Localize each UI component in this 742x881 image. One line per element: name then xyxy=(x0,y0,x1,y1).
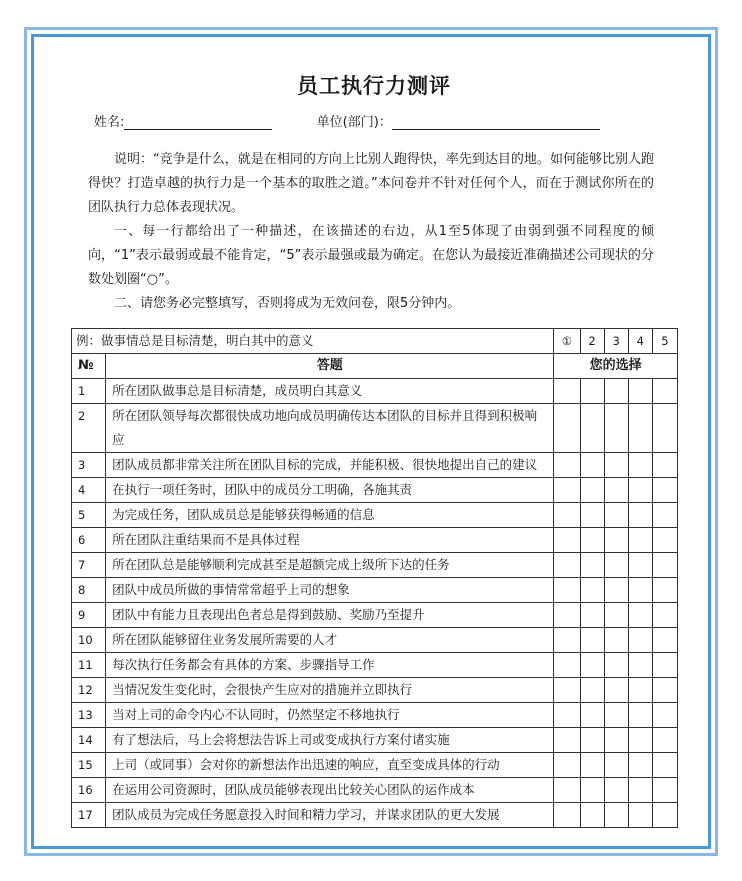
choice-cell-2[interactable] xyxy=(580,404,604,453)
choice-cell-3[interactable] xyxy=(604,703,628,728)
header-question: 答题 xyxy=(106,354,554,379)
question-text: 团队成员都非常关注所在团队目标的完成，并能积极、很快地提出自己的建议 xyxy=(106,453,554,478)
question-text: 团队中成员所做的事情常常超乎上司的想象 xyxy=(106,578,554,603)
choice-cell-4[interactable] xyxy=(628,753,652,778)
question-number: 2 xyxy=(72,404,106,453)
intro-paragraph: 说明：“竞争是什么，就是在相同的方向上比别人跑得快，率先到达目的地。如何能够比别人跑得快？打造卓越的执行力是一个基本的取胜之道。”本问卷并不针对任何个人，而在于测试你所在的团队执行力总体表现状况。 xyxy=(88,152,654,215)
question-row xyxy=(72,678,678,703)
choice-cell-4[interactable] xyxy=(628,404,652,453)
choice-cell-4[interactable] xyxy=(628,379,652,404)
question-number: 12 xyxy=(72,678,106,703)
question-number: 3 xyxy=(72,453,106,478)
choice-cell-2[interactable] xyxy=(580,503,604,528)
choice-cell-2[interactable] xyxy=(580,553,604,578)
choice-cell-3[interactable] xyxy=(604,778,628,803)
choice-cell-3[interactable] xyxy=(604,578,628,603)
choice-cell-5[interactable] xyxy=(652,478,677,503)
choice-cell-1[interactable] xyxy=(554,478,580,503)
respondent-info-row xyxy=(94,111,600,130)
question-row xyxy=(72,528,678,553)
choice-cell-2[interactable] xyxy=(580,753,604,778)
question-text: 在运用公司资源时，团队成员能够表现出比较关心团队的运作成本 xyxy=(106,778,554,803)
survey-table xyxy=(71,328,678,828)
choice-cell-5[interactable] xyxy=(652,379,677,404)
choice-cell-3[interactable] xyxy=(604,628,628,653)
choice-cell-4[interactable] xyxy=(628,803,652,828)
choice-cell-4[interactable] xyxy=(628,453,652,478)
instruction-one: 一、每一行都给出了一种描述，在该描述的右边，从1至5体现了由弱到强不同程度的倾向，“1”表示最弱或最不能肯定，“5”表示最强或最为确定。在您认为最接近准确描述公司现状的分数处划圈“○”。 xyxy=(88,224,654,287)
choice-cell-2[interactable] xyxy=(580,728,604,753)
choice-cell-5[interactable] xyxy=(652,628,677,653)
scale-1-circled: ① xyxy=(554,329,580,354)
page-inner-border xyxy=(31,34,711,849)
choice-cell-2[interactable] xyxy=(580,578,604,603)
question-row xyxy=(72,628,678,653)
question-row xyxy=(72,503,678,528)
question-row xyxy=(72,404,678,453)
choice-cell-4[interactable] xyxy=(628,503,652,528)
choice-cell-3[interactable] xyxy=(604,478,628,503)
choice-cell-5[interactable] xyxy=(652,453,677,478)
choice-cell-1[interactable] xyxy=(554,553,580,578)
question-number: 13 xyxy=(72,703,106,728)
question-number: 5 xyxy=(72,503,106,528)
scale-3: 3 xyxy=(604,329,628,354)
choice-cell-4[interactable] xyxy=(628,478,652,503)
choice-cell-5[interactable] xyxy=(652,778,677,803)
question-number: 1 xyxy=(72,379,106,404)
question-text: 有了想法后，马上会将想法告诉上司或变成执行方案付诸实施 xyxy=(106,728,554,753)
question-text: 在执行一项任务时，团队中的成员分工明确，各施其责 xyxy=(106,478,554,503)
choice-cell-5[interactable] xyxy=(652,553,677,578)
choice-cell-1[interactable] xyxy=(554,578,580,603)
choice-cell-4[interactable] xyxy=(628,603,652,628)
unit-label: 单位(部门)： xyxy=(316,115,392,130)
scale-5: 5 xyxy=(652,329,677,354)
choice-cell-1[interactable] xyxy=(554,628,580,653)
question-number: 9 xyxy=(72,603,106,628)
choice-cell-3[interactable] xyxy=(604,803,628,828)
question-row xyxy=(72,753,678,778)
choice-cell-5[interactable] xyxy=(652,578,677,603)
choice-cell-1[interactable] xyxy=(554,753,580,778)
choice-cell-2[interactable] xyxy=(580,803,604,828)
choice-cell-5[interactable] xyxy=(652,603,677,628)
choice-cell-5[interactable] xyxy=(652,404,677,453)
choice-cell-3[interactable] xyxy=(604,653,628,678)
header-row xyxy=(72,354,678,379)
question-text: 所在团队总是能够顺利完成甚至是超额完成上级所下达的任务 xyxy=(106,553,554,578)
instruction-two: 二、请您务必完整填写，否则将成为无效问卷，限5分钟内。 xyxy=(114,296,461,311)
choice-cell-5[interactable] xyxy=(652,728,677,753)
question-text: 所在团队能够留住业务发展所需要的人才 xyxy=(106,628,554,653)
choice-cell-4[interactable] xyxy=(628,678,652,703)
question-text: 当对上司的命令内心不认同时，仍然坚定不移地执行 xyxy=(106,703,554,728)
name-blank-line[interactable] xyxy=(124,114,272,130)
choice-cell-4[interactable] xyxy=(628,578,652,603)
choice-cell-3[interactable] xyxy=(604,678,628,703)
question-row xyxy=(72,778,678,803)
question-text: 所在团队做事总是目标清楚，成员明白其意义 xyxy=(106,379,554,404)
choice-cell-3[interactable] xyxy=(604,379,628,404)
choice-cell-3[interactable] xyxy=(604,728,628,753)
choice-cell-5[interactable] xyxy=(652,753,677,778)
unit-blank-line[interactable] xyxy=(392,114,600,130)
choice-cell-1[interactable] xyxy=(554,653,580,678)
choice-cell-1[interactable] xyxy=(554,678,580,703)
choice-cell-4[interactable] xyxy=(628,728,652,753)
scale-2: 2 xyxy=(580,329,604,354)
choice-cell-5[interactable] xyxy=(652,503,677,528)
choice-cell-5[interactable] xyxy=(652,703,677,728)
header-number: № xyxy=(72,354,106,379)
choice-cell-1[interactable] xyxy=(554,803,580,828)
question-row xyxy=(72,453,678,478)
choice-cell-1[interactable] xyxy=(554,603,580,628)
choice-cell-1[interactable] xyxy=(554,778,580,803)
question-row xyxy=(72,553,678,578)
choice-cell-1[interactable] xyxy=(554,379,580,404)
choice-cell-1[interactable] xyxy=(554,503,580,528)
choice-cell-1[interactable] xyxy=(554,453,580,478)
question-number: 15 xyxy=(72,753,106,778)
question-row xyxy=(72,803,678,828)
choice-cell-2[interactable] xyxy=(580,453,604,478)
question-row xyxy=(72,478,678,503)
question-number: 17 xyxy=(72,803,106,828)
choice-cell-1[interactable] xyxy=(554,404,580,453)
choice-cell-4[interactable] xyxy=(628,528,652,553)
choice-cell-4[interactable] xyxy=(628,653,652,678)
question-number: 11 xyxy=(72,653,106,678)
question-row xyxy=(72,603,678,628)
choice-cell-4[interactable] xyxy=(628,703,652,728)
example-row xyxy=(72,329,678,354)
question-text: 所在团队领导每次都很快成功地向成员明确传达本团队的目标并且得到积极响应 xyxy=(106,404,554,453)
question-row xyxy=(72,379,678,404)
question-text: 当情况发生变化时，会很快产生应对的措施并立即执行 xyxy=(106,678,554,703)
choice-cell-3[interactable] xyxy=(604,404,628,453)
choice-cell-2[interactable] xyxy=(580,478,604,503)
example-text: 例：做事情总是目标清楚，明白其中的意义 xyxy=(72,329,554,354)
choice-cell-5[interactable] xyxy=(652,803,677,828)
choice-cell-2[interactable] xyxy=(580,528,604,553)
question-number: 14 xyxy=(72,728,106,753)
question-row xyxy=(72,703,678,728)
choice-cell-1[interactable] xyxy=(554,528,580,553)
question-number: 16 xyxy=(72,778,106,803)
question-row xyxy=(72,578,678,603)
choice-cell-3[interactable] xyxy=(604,453,628,478)
choice-cell-2[interactable] xyxy=(580,778,604,803)
question-row xyxy=(72,728,678,753)
choice-cell-2[interactable] xyxy=(580,703,604,728)
choice-cell-1[interactable] xyxy=(554,728,580,753)
document-title: 员工执行力测评 xyxy=(297,73,451,98)
choice-cell-5[interactable] xyxy=(652,678,677,703)
question-text: 所在团队注重结果而不是具体过程 xyxy=(106,528,554,553)
question-row xyxy=(72,653,678,678)
name-label: 姓名: xyxy=(94,115,125,130)
choice-cell-4[interactable] xyxy=(628,628,652,653)
question-text: 上司（或同事）会对你的新想法作出迅速的响应，直至变成具体的行动 xyxy=(106,753,554,778)
choice-cell-1[interactable] xyxy=(554,703,580,728)
instructions xyxy=(88,148,654,316)
choice-cell-2[interactable] xyxy=(580,653,604,678)
choice-cell-3[interactable] xyxy=(604,603,628,628)
header-choice: 您的选择 xyxy=(554,354,678,379)
choice-cell-3[interactable] xyxy=(604,553,628,578)
choice-cell-2[interactable] xyxy=(580,628,604,653)
choice-cell-3[interactable] xyxy=(604,528,628,553)
choice-cell-5[interactable] xyxy=(652,653,677,678)
question-text: 团队成员为完成任务愿意投入时间和精力学习，并谋求团队的更大发展 xyxy=(106,803,554,828)
choice-cell-2[interactable] xyxy=(580,678,604,703)
question-number: 6 xyxy=(72,528,106,553)
question-text: 每次执行任务都会有具体的方案、步骤指导工作 xyxy=(106,653,554,678)
scale-4: 4 xyxy=(628,329,652,354)
choice-cell-5[interactable] xyxy=(652,528,677,553)
question-text: 为完成任务，团队成员总是能够获得畅通的信息 xyxy=(106,503,554,528)
choice-cell-2[interactable] xyxy=(580,379,604,404)
question-text: 团队中有能力且表现出色者总是得到鼓励、奖励乃至提升 xyxy=(106,603,554,628)
question-number: 10 xyxy=(72,628,106,653)
choice-cell-3[interactable] xyxy=(604,753,628,778)
question-number: 8 xyxy=(72,578,106,603)
choice-cell-3[interactable] xyxy=(604,503,628,528)
choice-cell-2[interactable] xyxy=(580,603,604,628)
question-number: 4 xyxy=(72,478,106,503)
choice-cell-4[interactable] xyxy=(628,778,652,803)
question-number: 7 xyxy=(72,553,106,578)
choice-cell-4[interactable] xyxy=(628,553,652,578)
